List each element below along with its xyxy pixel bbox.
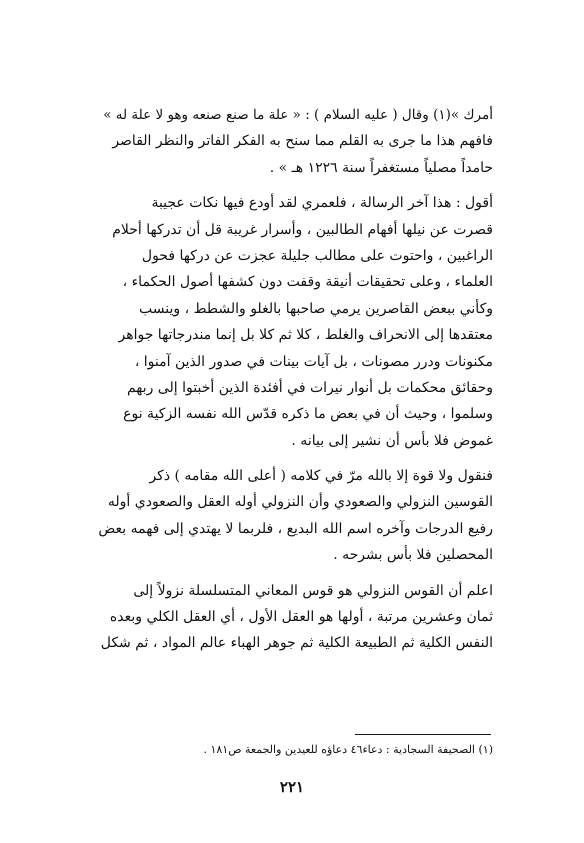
text-line: فافهم هذا ما جرى به القلم مما سنح به الفكر الفاتر والنظر القاصر [112,133,493,150]
paragraph [93,102,493,181]
text-line: فنقول ولا قوة إلا بالله مرّ في كلامه ( أعلى الله مقامه ) ذكر [149,468,493,485]
text-line: اعلم أن القوس النزولي هو قوس المعاني المتسلسلة نزولاً إلى [133,582,493,599]
text-line: وسلموا ، وحيث أن في بعض ما ذكره قدّس الله نفسه الزكية نوع [123,406,493,423]
text-line: مكنونات ودرر مصونات ، بل آيات بينات في صدور الذين آمنوا ، [134,353,493,370]
paragraph [93,578,493,657]
paragraph [93,463,493,569]
text-line: المحصلين فلا بأس بشرحه . [333,547,493,564]
text-line: قصرت عن نيلها أفهام الطالبين ، وأسرار غريبة قل أن تدركها أحلام [112,221,493,238]
body-text [93,102,493,666]
footnote-divider [355,734,491,735]
page-number: ٢٢١ [279,778,305,796]
text-line: ثمان وعشرين مرتبة ، أولها هو العقل الأول ، أي العقل الكلي وبعده [109,609,493,626]
footnote: (١) الصحيفة السجادية : دعاء٤٦ دعاؤه للعيدين والجمعة ص١٨١ . [203,743,493,756]
text-line: حامداً مصلياً مستغفراً سنة ١٢٢٦ هـ » . [269,159,493,176]
text-line: رفيع الدرجات وآخره اسم الله البديع ، فلربما لا يهتدي إلى فهمه بعض [98,520,493,537]
text-line: غموض فلا بأس أن نشير إلى بيانه . [291,432,493,449]
paragraph [93,190,493,454]
text-line: وكأني ببعض القاصرين يرمي صاحبها بالغلو والشطط ، وينسب [139,300,493,317]
text-line: الراغبين ، واحتوت على مطالب جليلة عجزت عن دركها فحول [141,247,493,264]
text-line: أمرك »(١) وقال ( عليه السلام ) : « علة ما صنع صنعه وهو لا علة له » [103,107,493,123]
text-line: النفس الكلية ثم الطبيعة الكلية ثم جوهر الهباء عالم المواد ، ثم شكل [100,635,493,652]
text-line: وحقائق محكمات بل أنوار نيرات في أفئدة الذين أخبتوا إلى ربهم [126,379,493,396]
text-line: معتقدها إلى الانحراف والغلط ، كلا ثم كلا بل إنما مندرجاتها جواهر [118,327,493,344]
text-line: أقول : هذا آخر الرسالة ، فلعمري لقد أودع فيها نكات عجيبة [151,195,493,212]
text-line: العلماء ، وعلى تحقيقات أنيقة وقفت دون كشفها أصول الحكماء ، [122,274,493,291]
text-line: القوسين النزولي والصعودي وأن النزولي أوله العقل والصعودي أوله [107,494,493,511]
